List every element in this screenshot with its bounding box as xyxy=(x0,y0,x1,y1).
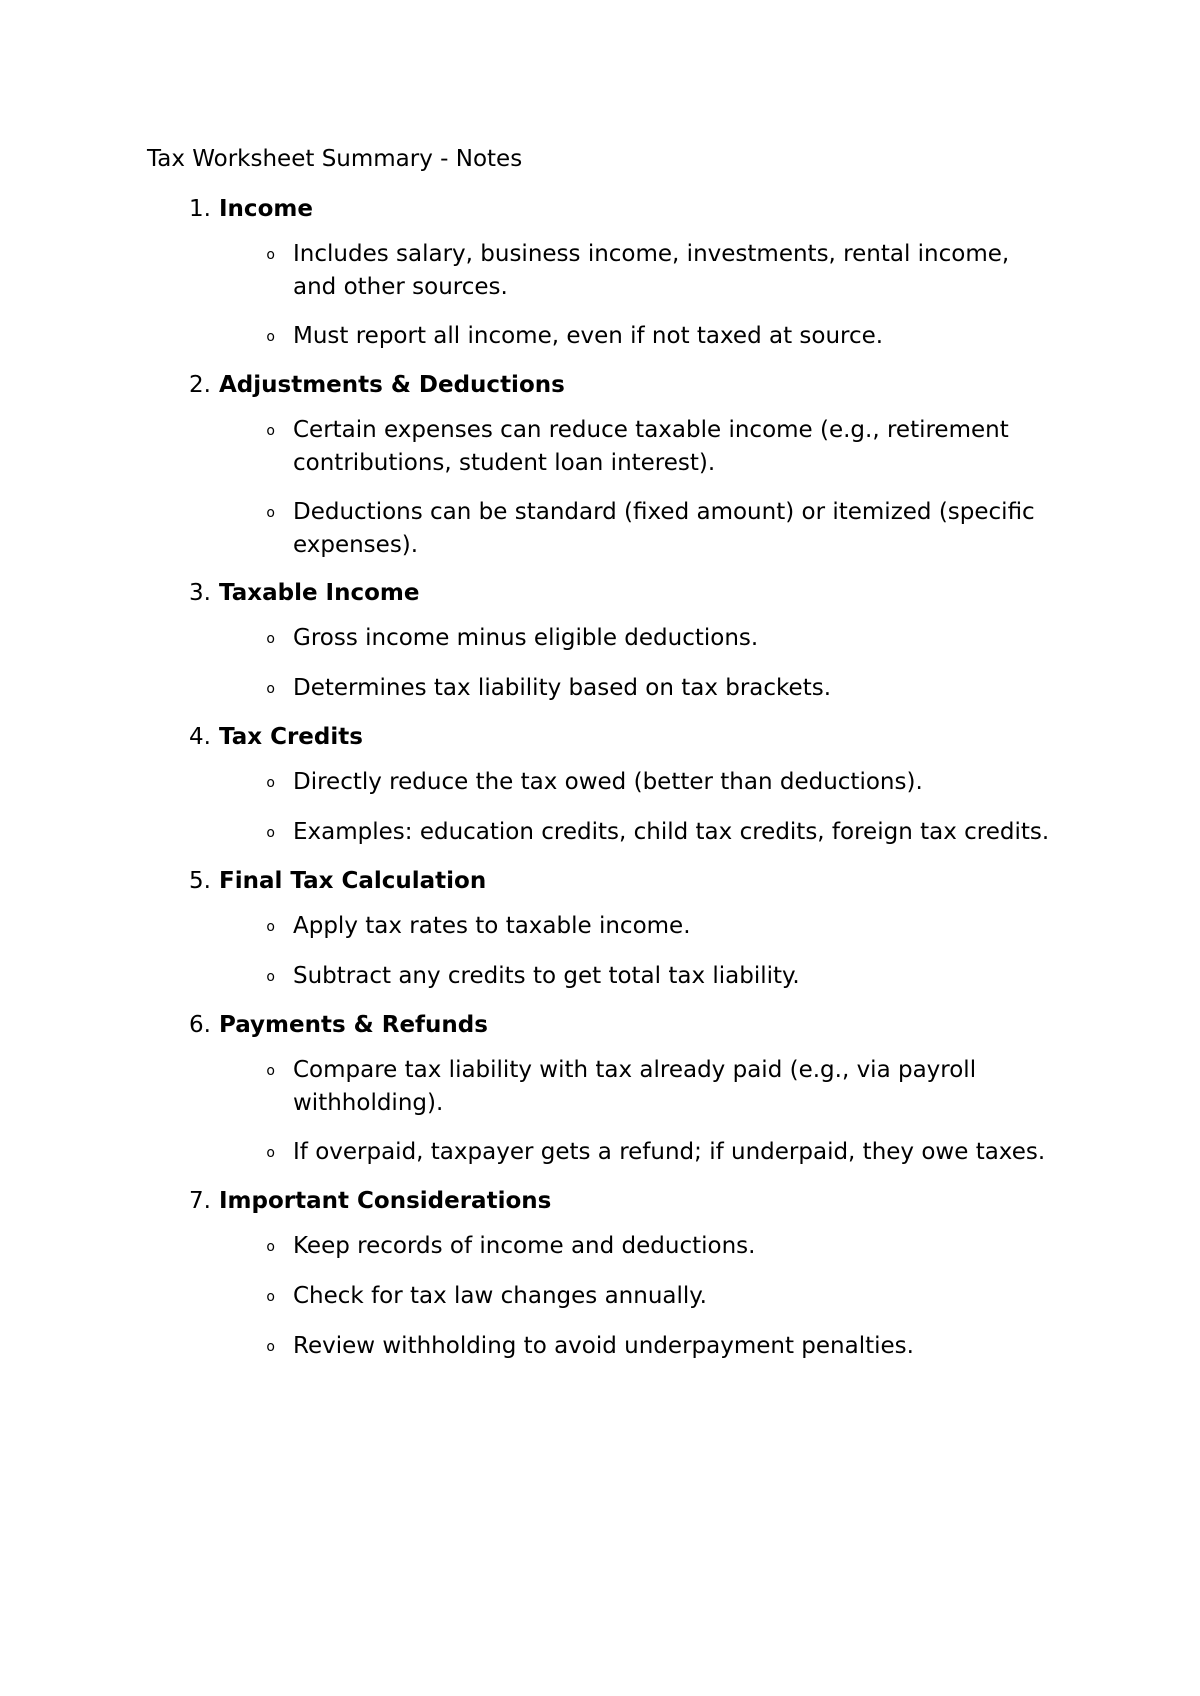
list-item xyxy=(147,238,1067,304)
list-item xyxy=(147,672,1067,706)
section-number: 5. xyxy=(189,868,211,894)
section-item xyxy=(147,1184,1067,1364)
list-item xyxy=(147,766,1067,800)
section-title: Payments & Refunds xyxy=(219,1012,488,1038)
section-title: Adjustments & Deductions xyxy=(219,372,565,398)
section-heading xyxy=(147,864,1067,898)
point-text: Certain expenses can reduce taxable income (e.g., retirement contributions, student loan interest). xyxy=(293,417,1009,476)
hollow-bullet-icon: o xyxy=(266,1339,275,1355)
section-item xyxy=(147,720,1067,850)
section-item xyxy=(147,368,1067,562)
document-body xyxy=(147,142,1067,1378)
section-heading xyxy=(147,368,1067,402)
point-text: If overpaid, taxpayer gets a refund; if underpaid, they owe taxes. xyxy=(293,1139,1046,1165)
list-item xyxy=(147,320,1067,354)
list-item xyxy=(147,622,1067,656)
point-text: Directly reduce the tax owed (better than deductions). xyxy=(293,769,923,795)
point-text: Apply tax rates to taxable income. xyxy=(293,913,691,939)
section-heading xyxy=(147,192,1067,226)
list-item xyxy=(147,960,1067,994)
list-item xyxy=(147,1330,1067,1364)
point-list xyxy=(147,238,1067,354)
section-number: 3. xyxy=(189,580,211,606)
list-item xyxy=(147,1280,1067,1314)
section-title: Taxable Income xyxy=(219,580,420,606)
point-text: Examples: education credits, child tax credits, foreign tax credits. xyxy=(293,819,1050,845)
point-list xyxy=(147,414,1067,562)
hollow-bullet-icon: o xyxy=(266,1239,275,1255)
list-item xyxy=(147,1136,1067,1170)
list-item xyxy=(147,1230,1067,1264)
hollow-bullet-icon: o xyxy=(266,505,275,521)
point-text: Compare tax liability with tax already paid (e.g., via payroll withholding). xyxy=(293,1057,977,1116)
point-text: Must report all income, even if not taxed at source. xyxy=(293,323,884,349)
point-text: Determines tax liability based on tax brackets. xyxy=(293,675,832,701)
section-number: 1. xyxy=(189,196,211,222)
hollow-bullet-icon: o xyxy=(266,775,275,791)
point-list xyxy=(147,1230,1067,1364)
section-title: Income xyxy=(219,196,313,222)
hollow-bullet-icon: o xyxy=(266,1145,275,1161)
section-heading xyxy=(147,1008,1067,1042)
hollow-bullet-icon: o xyxy=(266,247,275,263)
section-title: Important Considerations xyxy=(219,1188,552,1214)
hollow-bullet-icon: o xyxy=(266,1063,275,1079)
hollow-bullet-icon: o xyxy=(266,631,275,647)
list-item xyxy=(147,496,1067,562)
section-heading xyxy=(147,576,1067,610)
hollow-bullet-icon: o xyxy=(266,1289,275,1305)
section-item xyxy=(147,576,1067,706)
hollow-bullet-icon: o xyxy=(266,919,275,935)
list-item xyxy=(147,910,1067,944)
section-item xyxy=(147,192,1067,354)
section-item xyxy=(147,1008,1067,1170)
point-list xyxy=(147,766,1067,850)
section-number: 4. xyxy=(189,724,211,750)
hollow-bullet-icon: o xyxy=(266,423,275,439)
section-heading xyxy=(147,1184,1067,1218)
section-title: Final Tax Calculation xyxy=(219,868,487,894)
point-text: Gross income minus eligible deductions. xyxy=(293,625,759,651)
point-text: Review withholding to avoid underpayment penalties. xyxy=(293,1333,914,1359)
section-title: Tax Credits xyxy=(219,724,363,750)
point-list xyxy=(147,1054,1067,1170)
section-number: 2. xyxy=(189,372,211,398)
document-title: Tax Worksheet Summary - Notes xyxy=(147,146,523,172)
hollow-bullet-icon: o xyxy=(266,329,275,345)
point-text: Subtract any credits to get total tax liability. xyxy=(293,963,800,989)
section-number: 7. xyxy=(189,1188,211,1214)
list-item xyxy=(147,414,1067,480)
point-text: Keep records of income and deductions. xyxy=(293,1233,756,1259)
section-list xyxy=(147,192,1067,1364)
point-text: Check for tax law changes annually. xyxy=(293,1283,707,1309)
section-heading xyxy=(147,720,1067,754)
section-number: 6. xyxy=(189,1012,211,1038)
point-text: Deductions can be standard (fixed amount) or itemized (specific expenses). xyxy=(293,499,1035,558)
hollow-bullet-icon: o xyxy=(266,681,275,697)
point-list xyxy=(147,910,1067,994)
point-text: Includes salary, business income, investments, rental income, and other sources. xyxy=(293,241,1010,300)
hollow-bullet-icon: o xyxy=(266,825,275,841)
list-item xyxy=(147,816,1067,850)
hollow-bullet-icon: o xyxy=(266,969,275,985)
section-item xyxy=(147,864,1067,994)
list-item xyxy=(147,1054,1067,1120)
point-list xyxy=(147,622,1067,706)
